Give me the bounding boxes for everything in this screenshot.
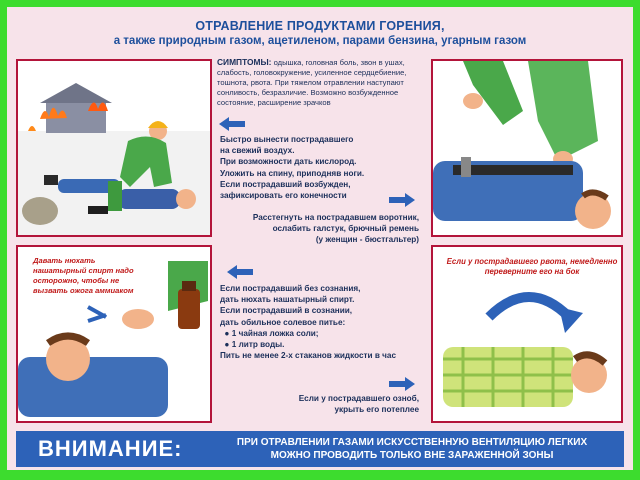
ammonia-line: дать нюхать нашатырный спирт. bbox=[220, 295, 355, 305]
fresh-air-line: При возможности дать кислород. bbox=[220, 157, 357, 167]
attention-line: ПРИ ОТРАВЛЕНИИ ГАЗАМИ ИСКУССТВЕННУЮ ВЕНТИЛЯЦИЮ ЛЕГКИХ bbox=[236, 437, 588, 448]
chills-instructions bbox=[243, 393, 419, 415]
ammonia-warning: Давать нюхать нашатырный спирт надо осторожно, чтобы не вызвать ожога аммиаком bbox=[33, 256, 134, 295]
attention-text bbox=[212, 436, 612, 462]
attention-banner bbox=[16, 431, 624, 467]
ammonia-instructions bbox=[220, 283, 430, 361]
poster-subtitle: а также природным газом, ацетиленом, парами бензина, угарным газом bbox=[113, 35, 527, 47]
fresh-air-instructions bbox=[220, 134, 430, 201]
fresh-air-line: Быстро вынести пострадавшего bbox=[220, 135, 354, 144]
chills-line: Если у пострадавшего озноб, bbox=[298, 394, 419, 403]
list-item: ● 1 чайная ложка соли; bbox=[220, 328, 319, 338]
fresh-air-line: на свежий воздух. bbox=[220, 146, 295, 156]
drink-instruction: Пить не менее 2-х стаканов жидкости в час bbox=[220, 351, 397, 361]
symptoms-text: одышка, головная боль, звон в ушах, слабость, головокружение, усиленное сердцебиение, тошнота, рвота. При тяжелом отравлении наступают сонливость, безразличие. Возможно возбужденное состояние, расширение зрачков bbox=[217, 58, 407, 107]
fresh-air-line: Если пострадавший возбужден, bbox=[220, 179, 351, 189]
list-item: ● 1 литр воды. bbox=[220, 340, 285, 350]
chills-line: укрыть его потеплее bbox=[334, 405, 419, 415]
ammonia-line: Если пострадавший в сознании, bbox=[220, 306, 353, 316]
illustration-evacuation bbox=[16, 59, 212, 237]
illustration-loosen-clothes bbox=[431, 59, 623, 237]
symptoms-label: СИМПТОМЫ: bbox=[217, 57, 272, 67]
collar-line: ослабить галстук, брючный ремень bbox=[272, 224, 419, 234]
fresh-air-line: зафиксировать его конечности bbox=[220, 191, 347, 201]
attention-word: ВНИМАНИЕ: bbox=[38, 436, 183, 461]
fresh-air-line: Уложить на спину, приподняв ноги. bbox=[220, 168, 365, 178]
collar-line: (у женщин - бюстгальтер) bbox=[315, 235, 419, 245]
symptoms-block bbox=[217, 57, 431, 108]
water-item: 1 литр воды. bbox=[231, 340, 285, 350]
ammonia-line: дать обильное солевое питье: bbox=[220, 317, 346, 327]
salt-item: 1 чайная ложка соли; bbox=[231, 328, 319, 338]
ammonia-line: Если пострадавший без сознания, bbox=[220, 284, 361, 293]
vomit-instruction: Если у пострадавшего рвота, немедленно переверните его на бок bbox=[446, 257, 618, 276]
collar-instructions bbox=[243, 212, 419, 246]
arrow-right-icon bbox=[389, 377, 415, 391]
salt-drink-list bbox=[220, 328, 430, 350]
arrow-right-icon bbox=[389, 193, 415, 207]
attention-line: МОЖНО ПРОВОДИТЬ ТОЛЬКО ВНЕ ЗАРАЖЕННОЙ ЗОНЫ bbox=[270, 450, 554, 461]
poster bbox=[7, 7, 633, 470]
collar-line: Расстегнуть на пострадавшем воротник, bbox=[252, 213, 419, 222]
arrow-left-icon bbox=[219, 117, 245, 131]
arrow-left-icon bbox=[227, 265, 253, 279]
poster-title: ОТРАВЛЕНИЕ ПРОДУКТАМИ ГОРЕНИЯ, bbox=[195, 19, 445, 33]
